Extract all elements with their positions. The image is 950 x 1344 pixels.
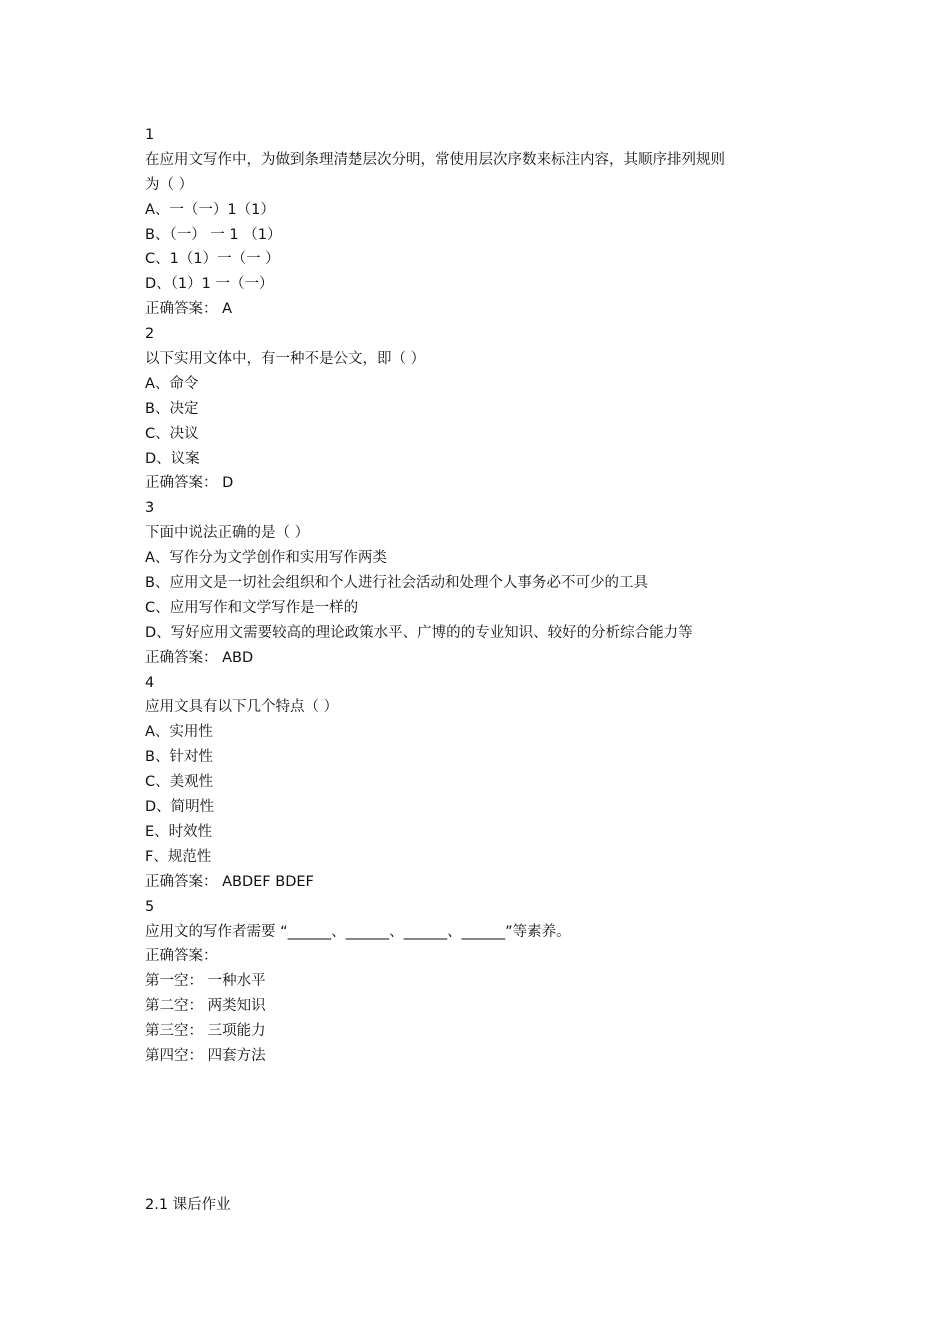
question-number: 1 xyxy=(145,127,155,143)
question-stem: 在应用文写作中，为做到条理清楚层次分明，常使用层次序数来标注内容，其顺序排列规则 xyxy=(145,151,725,168)
option-b: B、针对性 xyxy=(145,749,213,766)
option-a: A、一（一）1（1） xyxy=(145,201,275,218)
correct-answer: 正确答案： xyxy=(145,948,218,965)
option-c: C、美观性 xyxy=(145,774,214,791)
blank-answer-1: 第一空： 一种水平 xyxy=(145,973,266,990)
correct-answer: 正确答案： D xyxy=(145,475,234,492)
question-stem: 应用文具有以下几个特点（ ） xyxy=(145,699,339,716)
question-number: 2 xyxy=(145,326,155,343)
option-d: D、议案 xyxy=(145,450,200,467)
question-stem: 以下实用文体中，有一种不是公文，即（ ） xyxy=(145,351,426,368)
question-stem: 下面中说法正确的是（ ） xyxy=(145,525,310,542)
option-d: D、（1）1 一（一） xyxy=(145,276,274,293)
option-c: C、应用写作和文学写作是一样的 xyxy=(145,599,359,616)
option-a: A、实用性 xyxy=(145,724,213,741)
option-b: B、应用文是一切社会组织和个人进行社会活动和处理个人事务必不可少的工具 xyxy=(145,575,648,592)
option-c: C、1（1）一（一 ） xyxy=(145,251,280,268)
correct-answer: 正确答案： A xyxy=(145,301,233,318)
document-body xyxy=(145,123,825,1069)
option-d: D、写好应用文需要较高的理论政策水平、广博的的专业知识、较好的分析综合能力等 xyxy=(145,624,693,641)
question-stem: 应用文的写作者需要 “______、______、______、______”等素养。 xyxy=(145,923,571,940)
question-stem-continued: 为（ ） xyxy=(145,176,194,193)
option-f: F、规范性 xyxy=(145,848,212,865)
option-e: E、时效性 xyxy=(145,823,213,840)
option-b: B、决定 xyxy=(145,400,199,417)
option-a: A、写作分为文学创作和实用写作两类 xyxy=(145,550,387,567)
blank-answer-2: 第二空： 两类知识 xyxy=(145,998,266,1015)
section-heading: 2.1 课后作业 xyxy=(145,1197,231,1213)
blank-answer-3: 第三空： 三项能力 xyxy=(145,1023,266,1040)
option-d: D、简明性 xyxy=(145,799,215,816)
option-b: B、（一） 一 1 （1） xyxy=(145,226,282,243)
question-number: 5 xyxy=(145,898,155,915)
option-a: A、命令 xyxy=(145,375,199,392)
question-number: 4 xyxy=(145,674,155,691)
correct-answer: 正确答案： ABDEF BDEF xyxy=(145,873,314,890)
question-number: 3 xyxy=(145,500,155,517)
correct-answer: 正确答案： ABD xyxy=(145,649,254,666)
blank-answer-4: 第四空： 四套方法 xyxy=(145,1047,266,1064)
option-c: C、决议 xyxy=(145,425,199,442)
